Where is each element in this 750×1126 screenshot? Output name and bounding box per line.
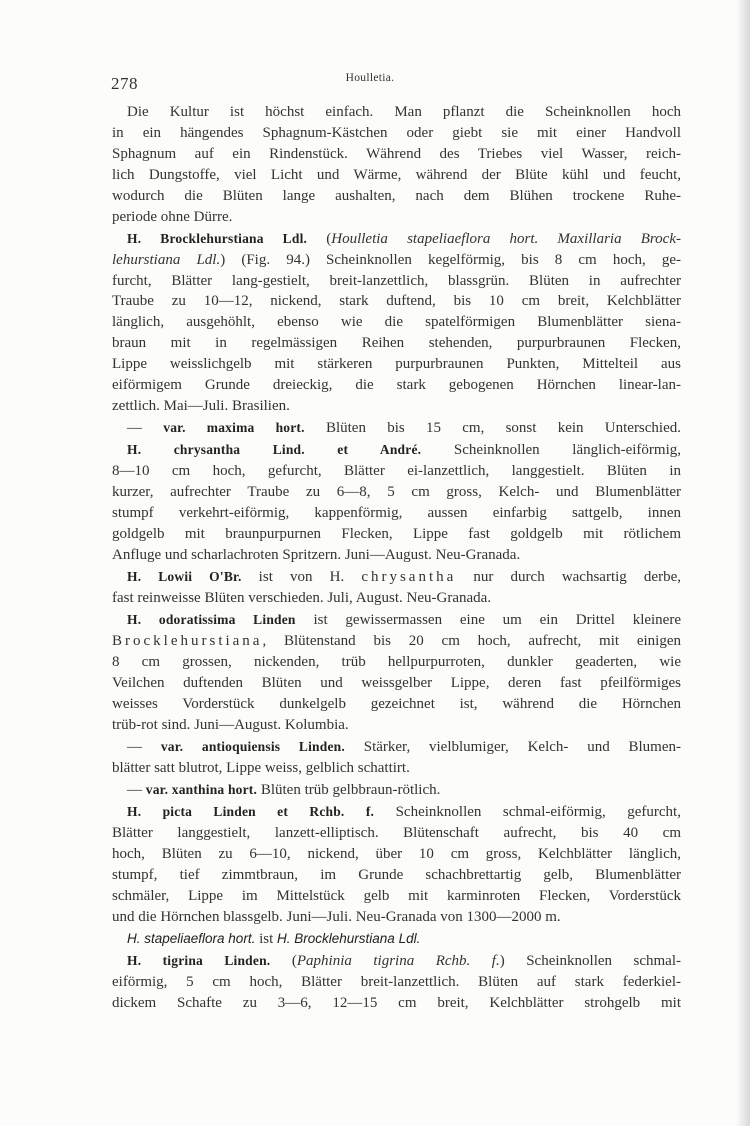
species-name: H. Brocklehurstiana Ldl. [127,230,308,246]
text-line [112,972,681,993]
synonym-text: Houlletia stapeliaeflora hort. Maxillaria Brock- [331,230,681,247]
running-title: Houlletia. [345,72,395,84]
synonym-text: H. stapeliaeflora hort. [127,931,256,947]
paragraph [112,802,681,927]
text-segment: ist [255,931,278,948]
text-segment: Veilchen duftenden Blüten und weissgelber Lippe, deren fast pfeilförmiges [112,674,681,691]
text-segment: eiförmig, 5 cm hoch, Blätter breit-lanzettlich. Blüten auf stark federkiel- [112,974,681,991]
text-segment: eiförmigem Grunde dreieckig, die stark gebogenen Hörnchen linear-lan- [112,377,681,394]
text-line [112,694,681,715]
text-line [112,291,681,312]
text-segment: in ein hängendes Sphagnum-Kästchen oder giebt sie mit einer Handvoll [112,124,681,141]
species-name: H. chrysantha Lind. et André. [127,442,422,458]
species-name: var. xanthina hort. [145,782,258,798]
text-line [112,929,681,950]
text-line [112,737,681,758]
text-line [112,844,681,865]
paragraph [112,951,681,1014]
text-line [112,102,681,123]
text-line [112,715,681,736]
species-name: H. Lowii O'Br. [127,569,242,585]
species-name: H. odoratissima Linden [127,612,296,628]
text-line [112,951,681,972]
text-line [112,250,681,271]
text-segment: Scheinknollen länglich-eiförmig, [421,442,682,459]
text-line [112,545,681,566]
text-segment: Blüten trüb gelbbraun-rötlich. [257,782,441,799]
synonym-text: lehurstiana Ldl. [112,251,221,268]
text-line [112,907,681,928]
text-line [112,503,681,524]
page-body [112,102,681,1014]
text-line [112,229,681,250]
paragraph [112,610,681,735]
text-line [112,524,681,545]
text-segment: furcht, Blätter lang-gestielt, breit-lanzettlich, blassgrün. Blüten in aufrechter [112,272,681,289]
text-line [112,886,681,907]
species-name: H. tigrina Linden. [127,953,271,969]
text-segment: hoch, Blüten zu 6—10, nickend, über 10 cm gross, Kelchblätter länglich, [112,846,681,863]
text-line [112,673,681,694]
text-segment: stumpf, tief zimmtbraun, im Grunde schachbrettartig gelb, Blumenblätter [112,867,681,883]
text-line [112,610,681,631]
paragraph [112,567,681,609]
text-segment: Traube zu 10—12, nickend, stark duftend, bis 10 cm breit, Kelchblätter [112,293,681,310]
text-line [112,123,681,144]
text-segment: periode ohne Dürre. [112,208,233,225]
species-name: H. picta Linden et Rchb. f. [127,804,375,820]
text-segment: Blätter langgestielt, lanzett-elliptisch. Blütenschaft aufrecht, bis 40 cm [112,825,681,842]
synonym-text: Paphinia tigrina Rchb. f. [296,953,500,970]
text-line [112,588,681,609]
text-line [112,165,681,186]
text-line [112,652,681,673]
text-segment: 8 cm grossen, nickenden, trüb hellpurpurroten, dunkler geaderten, wie [112,654,681,671]
text-segment: fast reinweisse Blüten verschieden. Juli, August. Neu-Granada. [112,590,492,607]
text-line [112,375,681,396]
text-segment: Lippe weisslichgelb mit stärkeren purpurbraunen Punkten, Mittelteil aus [112,356,681,373]
text-segment: Blüten bis 15 cm, sonst kein Unterschied. [304,420,682,437]
text-segment: braun mit in regelmässigen Reihen stehenden, purpurbraunen Flecken, [112,335,681,352]
text-line [112,312,681,333]
paragraph [112,737,681,779]
text-line [112,802,681,823]
paragraph [112,440,681,565]
text-segment: Scheinknollen schmal-eiförmig, gefurcht, [374,804,681,821]
text-segment: dickem Schafte zu 3—6, 12—15 cm breit, Kelchblätter strohgelb mit [112,995,681,1012]
text-segment: ) (Fig. 94.) Scheinknollen kegelförmig, bis 8 cm hoch, ge- [220,251,681,268]
text-segment: , Blütenstand bis 20 cm hoch, aufrecht, mit einigen [262,633,681,650]
text-line [112,271,681,292]
text-line [112,993,681,1014]
text-line [112,186,681,207]
text-segment: Anfluge und scharlachroten Spritzern. Juni—August. Neu-Granada. [112,546,521,563]
spaced-name: Brocklehurstiana [112,633,263,650]
page-edge-shadow [736,0,750,1126]
text-line [112,567,681,588]
text-line [112,354,681,375]
text-segment: ( [307,230,332,247]
text-segment: 8—10 cm hoch, gefurcht, Blätter ei-lanzettlich, langgestielt. Blüten in [112,463,681,480]
text-line [112,482,681,503]
text-segment: trüb-rot sind. Juni—August. Kolumbia. [112,716,349,733]
text-segment: stumpf verkehrt-eiförmig, kappenförmig, aussen einfarbig sattgelb, innen [112,505,681,522]
paragraph [112,229,681,417]
text-segment: länglich, ausgehöhlt, ebenso wie die spatelförmigen Blumenblätter siena- [112,314,681,331]
text-line [112,144,681,165]
text-line [112,461,681,482]
text-segment: und die Hörnchen blassgelb. Juni—Juli. Neu-Granada von 1300—2000 m. [112,908,561,925]
text-line [112,396,681,417]
spaced-name: chrysantha [361,569,457,586]
text-line [112,418,681,439]
text-segment: blätter satt blutrot, Lippe weiss, gelblich schattirt. [112,759,410,776]
text-segment: Stärker, vielblumiger, Kelch- und Blumen- [344,738,681,755]
text-line [112,758,681,779]
text-segment: ) Scheinknollen schmal- [499,953,681,970]
text-line [112,780,681,801]
text-line [112,207,681,228]
paragraph [112,929,681,950]
text-segment: — [127,420,164,437]
text-segment: weisses Vorderstück dunkelgelb gezeichnet ist, während die Hörnchen [112,695,681,712]
text-line [112,823,681,844]
paragraph [112,418,681,439]
text-segment: zettlich. Mai—Juli. Brasilien. [112,397,290,414]
text-segment: goldgelb mit braunpurpurnen Flecken, Lippe fast goldgelb mit rötlichem [112,526,681,543]
species-name: var. antioquiensis Linden. [160,738,345,754]
text-segment: ( [270,953,297,970]
text-segment: kurzer, aufrechter Traube zu 6—8, 5 cm gross, Kelch- und Blumenblätter [112,484,681,501]
text-segment: lich Dungstoffe, viel Licht und Wärme, während der Blüte kühl und feucht, [112,166,681,183]
page-number: 278 [111,74,138,93]
paragraph [112,102,681,227]
text-segment: wodurch die Blüten lange aushalten, nach dem Blühen trockene Ruhe- [112,187,681,204]
text-line [112,333,681,354]
paragraph [112,780,681,801]
text-segment: ist von H. [241,569,362,586]
text-segment: nur durch wachsartig derbe, [456,569,681,586]
text-line [112,865,681,886]
text-segment: — [127,782,146,799]
text-line [112,631,681,652]
text-segment: — [127,738,161,755]
text-segment: ist gewissermassen eine um ein Drittel kleinere [295,612,681,629]
text-segment: schmäler, Lippe im Mittelstück gelb mit karminroten Flecken, Vorderstück [112,887,681,904]
text-line [112,440,681,461]
text-segment: Die Kultur ist höchst einfach. Man pflanzt die Scheinknollen hoch [127,104,681,120]
synonym-text: H. Brocklehurstiana Ldl. [277,931,421,947]
text-segment: Sphagnum auf ein Rindenstück. Während des Triebes viel Wasser, reich- [112,145,681,162]
species-name: var. maxima hort. [163,420,305,436]
